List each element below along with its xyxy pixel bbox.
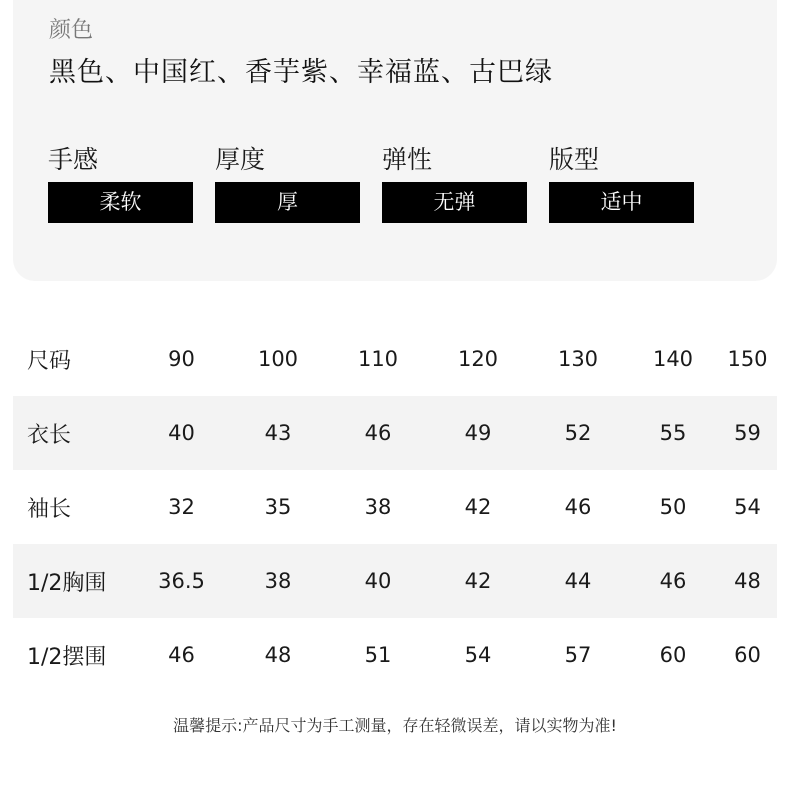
table-cell: 51 xyxy=(364,643,392,667)
attribute-label: 版型 xyxy=(549,145,600,174)
attribute-value-tag: 适中 xyxy=(549,182,694,223)
table-cell: 57 xyxy=(564,643,592,667)
attribute-thickness xyxy=(215,142,360,223)
product-info-card xyxy=(13,0,777,281)
table-cell: 60 xyxy=(659,643,687,667)
table-cell: 42 xyxy=(428,544,528,618)
table-cell: 35 xyxy=(264,495,292,519)
header-cell: 90 xyxy=(168,347,195,371)
header-cell: 110 xyxy=(357,347,399,371)
table-cell: 43 xyxy=(228,396,328,470)
attribute-label: 弹性 xyxy=(382,145,433,174)
attribute-label: 手感 xyxy=(48,145,99,174)
table-cell: 36.5 xyxy=(135,544,228,618)
header-cell: 100 xyxy=(257,347,299,371)
table-cell: 32 xyxy=(168,495,195,519)
measurement-note: 温馨提示:产品尺寸为手工测量，存在轻微误差，请以实物为准! xyxy=(173,716,617,735)
color-label: 颜色 xyxy=(49,18,94,43)
row-label-cell: 1/2胸围 xyxy=(13,544,135,618)
table-row xyxy=(13,396,777,470)
table-cell: 55 xyxy=(628,396,718,470)
attribute-label: 厚度 xyxy=(215,145,266,174)
attribute-fit xyxy=(549,142,694,223)
attribute-elasticity xyxy=(382,142,527,223)
table-cell: 42 xyxy=(464,495,492,519)
table-cell: 54 xyxy=(464,643,492,667)
table-cell: 49 xyxy=(428,396,528,470)
table-cell: 46 xyxy=(168,643,195,667)
row-label-cell: 袖长 xyxy=(27,496,72,522)
table-cell: 59 xyxy=(718,396,777,470)
table-cell: 48 xyxy=(264,643,292,667)
attribute-value-tag: 厚 xyxy=(215,182,360,223)
table-cell: 38 xyxy=(228,544,328,618)
header-cell: 150 xyxy=(727,347,768,371)
size-header-row xyxy=(13,322,777,396)
header-cell: 140 xyxy=(652,347,694,371)
table-cell: 40 xyxy=(328,544,428,618)
attribute-value-tag: 柔软 xyxy=(48,182,193,223)
header-cell: 130 xyxy=(557,347,599,371)
table-cell: 52 xyxy=(528,396,628,470)
size-chart-table xyxy=(13,322,777,692)
table-row xyxy=(13,618,777,692)
header-cell: 尺码 xyxy=(27,348,72,374)
attribute-value-tag: 无弹 xyxy=(382,182,527,223)
table-cell: 50 xyxy=(659,495,687,519)
table-row xyxy=(13,470,777,544)
row-label-cell: 衣长 xyxy=(13,396,135,470)
table-row xyxy=(13,544,777,618)
table-cell: 48 xyxy=(718,544,777,618)
color-options: 黑色、中国红、香芋紫、幸福蓝、古巴绿 xyxy=(49,57,553,88)
table-cell: 46 xyxy=(628,544,718,618)
header-cell: 120 xyxy=(457,347,499,371)
table-cell: 54 xyxy=(734,495,761,519)
row-label-cell: 1/2摆围 xyxy=(27,644,107,670)
attribute-feel xyxy=(48,142,193,223)
table-cell: 38 xyxy=(364,495,392,519)
table-cell: 40 xyxy=(135,396,228,470)
table-cell: 46 xyxy=(564,495,592,519)
table-cell: 46 xyxy=(328,396,428,470)
table-cell: 60 xyxy=(734,643,761,667)
table-cell: 44 xyxy=(528,544,628,618)
